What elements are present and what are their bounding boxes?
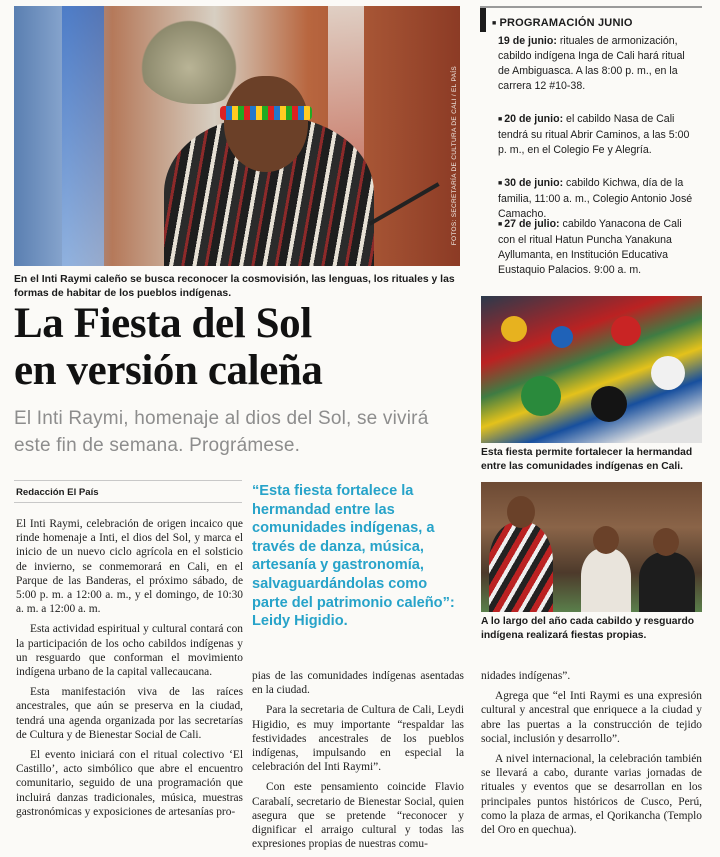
poncho-shape <box>489 522 553 612</box>
body-column-2 <box>252 669 464 857</box>
body-paragraph: A nivel internacional, la celebración también se llevará a cabo, durante varias jornadas de rituales y eventos que se desarrollan en los principales puntos históricos de Cusco, Perú, como la plaza de armas, el Qorikancha (Templo del Oro en quechua). <box>481 753 702 837</box>
program-item-text: rituales de armonización, cabildo indígena Inga de Cali hará ritual de Ambiguasca. A las 8:00 p. m., en la carrera 12 #10-38. <box>498 35 685 92</box>
square-bullet-icon: ■ <box>498 221 503 228</box>
body-paragraph: Agrega que “el Inti Raymi es una expresión cultural y ancestral que enriquece a la ciudad y abre las puertas a la construcción de tejido social, inclusión y desarrollo”. <box>481 690 702 745</box>
program-item <box>498 112 698 158</box>
flag-left-shape <box>62 6 104 266</box>
program-item-date: 19 de junio: <box>498 35 557 47</box>
square-bullet-icon: ■ <box>498 180 503 187</box>
body-paragraph: nidades indígenas”. <box>481 670 571 682</box>
body-paragraph: Esta manifestación viva de las raíces ancestrales, que aún se preserva en la ciudad, tendrá una agenda organizada por las secretarías de Cultura y de Bienestar Social de Cali. <box>16 686 243 741</box>
pull-quote: “Esta fiesta fortalece la hermandad entre las comunidades indígenas, a través de danza, música, artesanía y gastronomía, salvaguardándolas como parte del patrimonio caleño”: Leidy Higidio. <box>252 483 455 630</box>
speakers-photo <box>481 482 702 612</box>
body-paragraph: Con este pensamiento coincide Flavio Carabalí, secretario de Bienestar Social, quien asegura que se pretende “reconocer y dignificar el arraigo cultural y todas las expresiones propias de nuestras comu- <box>252 781 464 851</box>
feather-fan-shape <box>134 14 244 104</box>
program-sidebar <box>480 6 702 276</box>
program-item-text: el cabildo Nasa de Cali tendrá su ritual Abrir Caminos, a las 5:00 p. m., en el Colegio Fe y Alegría. <box>498 113 690 156</box>
body-paragraph: El evento iniciará con el ritual colectivo ‘El Castillo’, acto simbólico que abre el encuentro comunitario, seguido de una programación que incluirá danzas tradicionales, música, muestras gastronómicas y exposiciones de artesanías pro- <box>16 749 243 818</box>
beadwork-shape <box>501 316 527 342</box>
sidebar-accent-bar <box>480 8 486 32</box>
shirt-shape <box>639 552 695 612</box>
head-shape <box>507 496 535 528</box>
program-item-date: 20 de junio: <box>504 113 564 125</box>
byline: Redacción El País <box>16 487 99 498</box>
program-item <box>498 217 698 278</box>
program-item-text: cabildo Yanacona de Cali con el ritual Hatun Puncha Yanakuna Ayllumanta, en Institución Educativa Eustaquio Palacios. 9:00 a. m. <box>498 218 682 276</box>
photo-credit: FOTOS: SECRETARÍA DE CULTURA DE CALI / EL PAÍS <box>451 66 458 246</box>
program-title: ■ PROGRAMACIÓN JUNIO <box>492 16 633 32</box>
program-item <box>498 34 698 94</box>
head-shape <box>224 76 308 172</box>
beadwork-shape <box>591 386 627 422</box>
square-bullet-icon: ■ <box>498 116 503 123</box>
beadwork-shape <box>551 326 573 348</box>
speakers-caption: A lo largo del año cada cabildo y resguardo indígena realizará fiestas propias. <box>481 616 695 641</box>
head-shape <box>653 528 679 556</box>
microphone-stand-shape <box>368 182 439 225</box>
headband-shape <box>220 106 312 120</box>
crafts-caption: Esta fiesta permite fortalecer la hermandad entre las comunidades indígenas en Cali. <box>481 447 693 472</box>
crafts-photo <box>481 296 702 443</box>
program-item-text: cabildo Kichwa, día de la familia, 11:00 a. m., Colegio Antonio José Camacho. <box>498 177 693 220</box>
article-headline: La Fiesta del Sol en versión caleña <box>14 300 323 394</box>
top-photo-caption: En el Inti Raymi caleño se busca reconocer la cosmovisión, las lenguas, los rituales y las formas de habitar de los pueblos indígenas. <box>14 274 455 299</box>
byline-divider <box>14 480 242 481</box>
body-paragraph: Para la secretaria de Cultura de Cali, Leydi Higidio, es muy importante “respaldar las festividades ancestrales de los pueblos indígenas, impulsando en especial la celebración del Inti Raymi”. <box>252 704 464 774</box>
beadwork-shape <box>651 356 685 390</box>
body-column-1 <box>16 517 243 825</box>
beadwork-shape <box>521 376 561 416</box>
ritual-photo <box>14 6 460 266</box>
program-item-date: 27 de julio: <box>504 218 560 230</box>
body-paragraph: pias de las comunidades indígenas asentadas en la ciudad. <box>252 670 464 697</box>
body-column-3 <box>481 669 702 843</box>
program-item-date: 30 de junio: <box>504 177 564 189</box>
head-shape <box>593 526 619 554</box>
body-paragraph: El Inti Raymi, celebración de origen incaico que rinde homenaje a Inti, el dios del Sol, y marca el inicio de un nuevo ciclo agrícola en el solsticio de invierno, se conmemorará en Cali, en el Parque de las Banderas, el próximo sábado, de 5:00 p. m. a 12:00 a. m., y el domingo, de 10:30 a. m. a 12:00 a. m. <box>16 518 243 616</box>
beadwork-shape <box>611 316 641 346</box>
article-subhead: El Inti Raymi, homenaje al dios del Sol, se vivirá este fin de semana. Prográmese. <box>14 408 429 456</box>
program-item <box>498 176 698 222</box>
byline-divider <box>14 502 242 503</box>
shirt-shape <box>581 548 631 612</box>
body-paragraph: Esta actividad espiritual y cultural contará con la participación de los ocho cabildos indígenas y un resguardo que conforman el movimiento indígena urbano de la capital vallecaucana. <box>16 623 243 679</box>
